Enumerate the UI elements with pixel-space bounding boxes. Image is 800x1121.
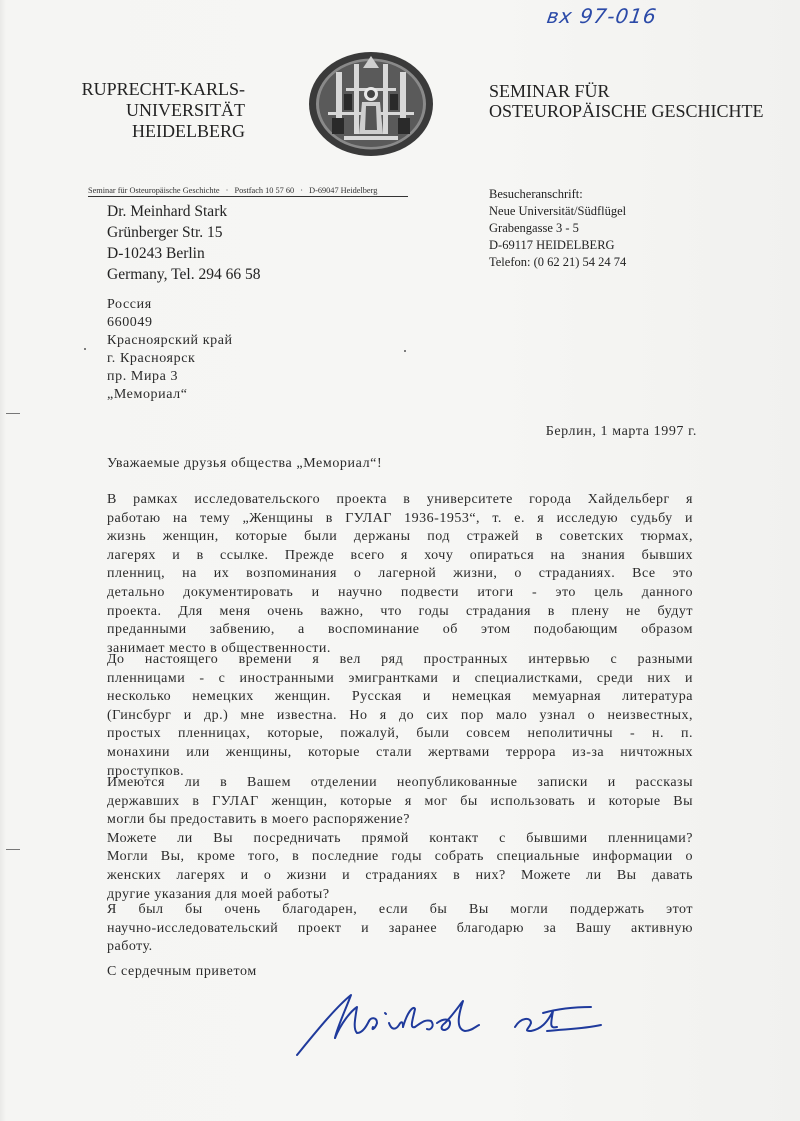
punch-mark [404,350,406,352]
visitor-address-heading: Besucheranschrift: [489,187,583,201]
sender-country-phone: Germany, Tel. 294 66 58 [107,266,261,283]
recipient-country: Россия [107,297,152,312]
return-address-department: Seminar für Osteuropäische Geschichte [88,186,220,195]
paragraph-line: пленниц, на их возпоминания о лагерной жизни, о страданиях. Все это [107,566,693,582]
sender-name: Dr. Meinhard Stark [107,203,228,220]
paragraph-line: лагерях и в ссылке. Прежде всего я хочу опираться на знания бывших [107,547,693,563]
paragraph-line: преданными забвению, а воспоминание об этом подобающим образом [107,622,693,638]
paragraph-line: До настоящего времени я вел ряд пространных интервью с разными [107,652,693,667]
visitor-address [489,186,626,271]
paragraph-line: научно-исследовательский проект и заранее благодарю за Вашу активную [107,920,693,936]
separator-dot: · [300,186,304,195]
handwritten-registry-note: вх 97-016 [545,4,659,28]
return-address-city: D-69047 Heidelberg [309,186,378,195]
recipient-organization: „Мемориал“ [107,387,188,402]
paragraph-line: державших в ГУЛАГ женщин, которые я мог бы использовать и которые Вы [107,793,693,809]
paragraph [107,774,693,904]
paragraph [107,901,693,957]
paragraph-line: другие указания для моей работы? [107,886,330,902]
recipient-postcode: 660049 [107,315,153,330]
visitor-address-phone: Telefon: (0 62 21) 54 24 74 [489,255,627,269]
paragraph-line: детально документировать и научно подвести итоги - это цель данного [107,584,693,600]
paragraph-line: несколько немецких женщин. Русская и немецкая мемуарная литература [107,689,693,705]
paragraph [107,491,693,658]
recipient-region: Красноярский край [107,333,233,348]
paragraph-line: пленницами - с иностранными эмигрантками и специалистками, среди них и [107,670,693,686]
paragraph-line: Я был бы очень благодарен, если бы Вы могли поддержать этот [107,902,693,917]
paragraph-line: работу. [107,939,153,955]
visitor-address-building: Neue Universität/Südflügel [489,204,627,218]
return-address-line [88,186,408,197]
paragraph-line: монахини или женщины, которые стали жертвами террора из-за ничтожных [107,744,693,760]
paragraph-line: простых пленницах, которые, пожалуй, были совсем неполитичны - н. п. [107,726,693,742]
paragraph-line: (Гинсбург и др.) мне известна. Но я до сих пор мало узнал о неизвестных, [107,707,693,723]
university-name [80,79,245,142]
paragraph-line: жизнь женщин, которые были держаны под стражей в советских тюрмах, [107,529,693,545]
paragraph-line: проекта. Для меня очень важно, что годы страдания в плену не будут [107,603,693,619]
sender-address [107,201,260,285]
paragraph [107,651,693,781]
separator-dot: · [225,186,229,195]
punch-mark [84,348,86,350]
date-line: Берлин, 1 марта 1997 г. [545,424,697,439]
fold-mark [6,849,20,850]
return-address-postbox: Postfach 10 57 60 [234,186,295,195]
fold-mark [6,413,20,414]
closing: С сердечным приветом [107,964,257,979]
department-name-line: SEMINAR FÜR [489,81,610,101]
recipient-city: г. Красноярск [107,351,196,366]
paragraph-line: женских лагерях и о жизни и страданиях в них? Можете ли Вы давать [107,867,693,883]
visitor-address-street: Grabengasse 3 - 5 [489,221,579,235]
paragraph-line: В рамках исследовательского проекта в университете города Хайдельберг я [107,492,693,507]
university-name-line: RUPRECHT-KARLS- [81,79,245,99]
paragraph-line: Могли Вы, кроме того, в последние годы собрать специальные информации о [107,849,693,865]
visitor-address-city: D-69117 HEIDELBERG [489,238,615,252]
handwritten-signature [285,983,605,1065]
recipient-street: пр. Мира 3 [107,369,179,384]
paragraph-line: занимает место в общественности. [107,640,331,656]
paragraph-line: Имеются ли в Вашем отделении неопубликованные записки и рассказы [107,775,693,790]
university-name-line: UNIVERSITÄT [126,100,245,120]
paragraph-line: работаю на тему „Женщины в ГУЛАГ 1936-1953“, т. е. я исследую судьбу и [107,510,693,526]
paragraph-line: проступков. [107,763,185,779]
recipient-address [107,296,233,404]
department-name [489,81,764,121]
paragraph-line: Можете ли Вы посредничать прямой контакт с бывшими пленницами? [107,830,693,846]
university-seal-icon [306,50,436,158]
sender-city: D-10243 Berlin [107,245,205,262]
department-name-line: OSTEUROPÄISCHE GESCHICHTE [489,101,764,121]
university-name-line: HEIDELBERG [132,121,245,141]
sender-street: Grünberger Str. 15 [107,224,223,241]
salutation: Уважаемые друзья общества „Мемориал“! [107,456,383,471]
paragraph-line: могли бы предоставить в моего распоряжение? [107,812,410,828]
